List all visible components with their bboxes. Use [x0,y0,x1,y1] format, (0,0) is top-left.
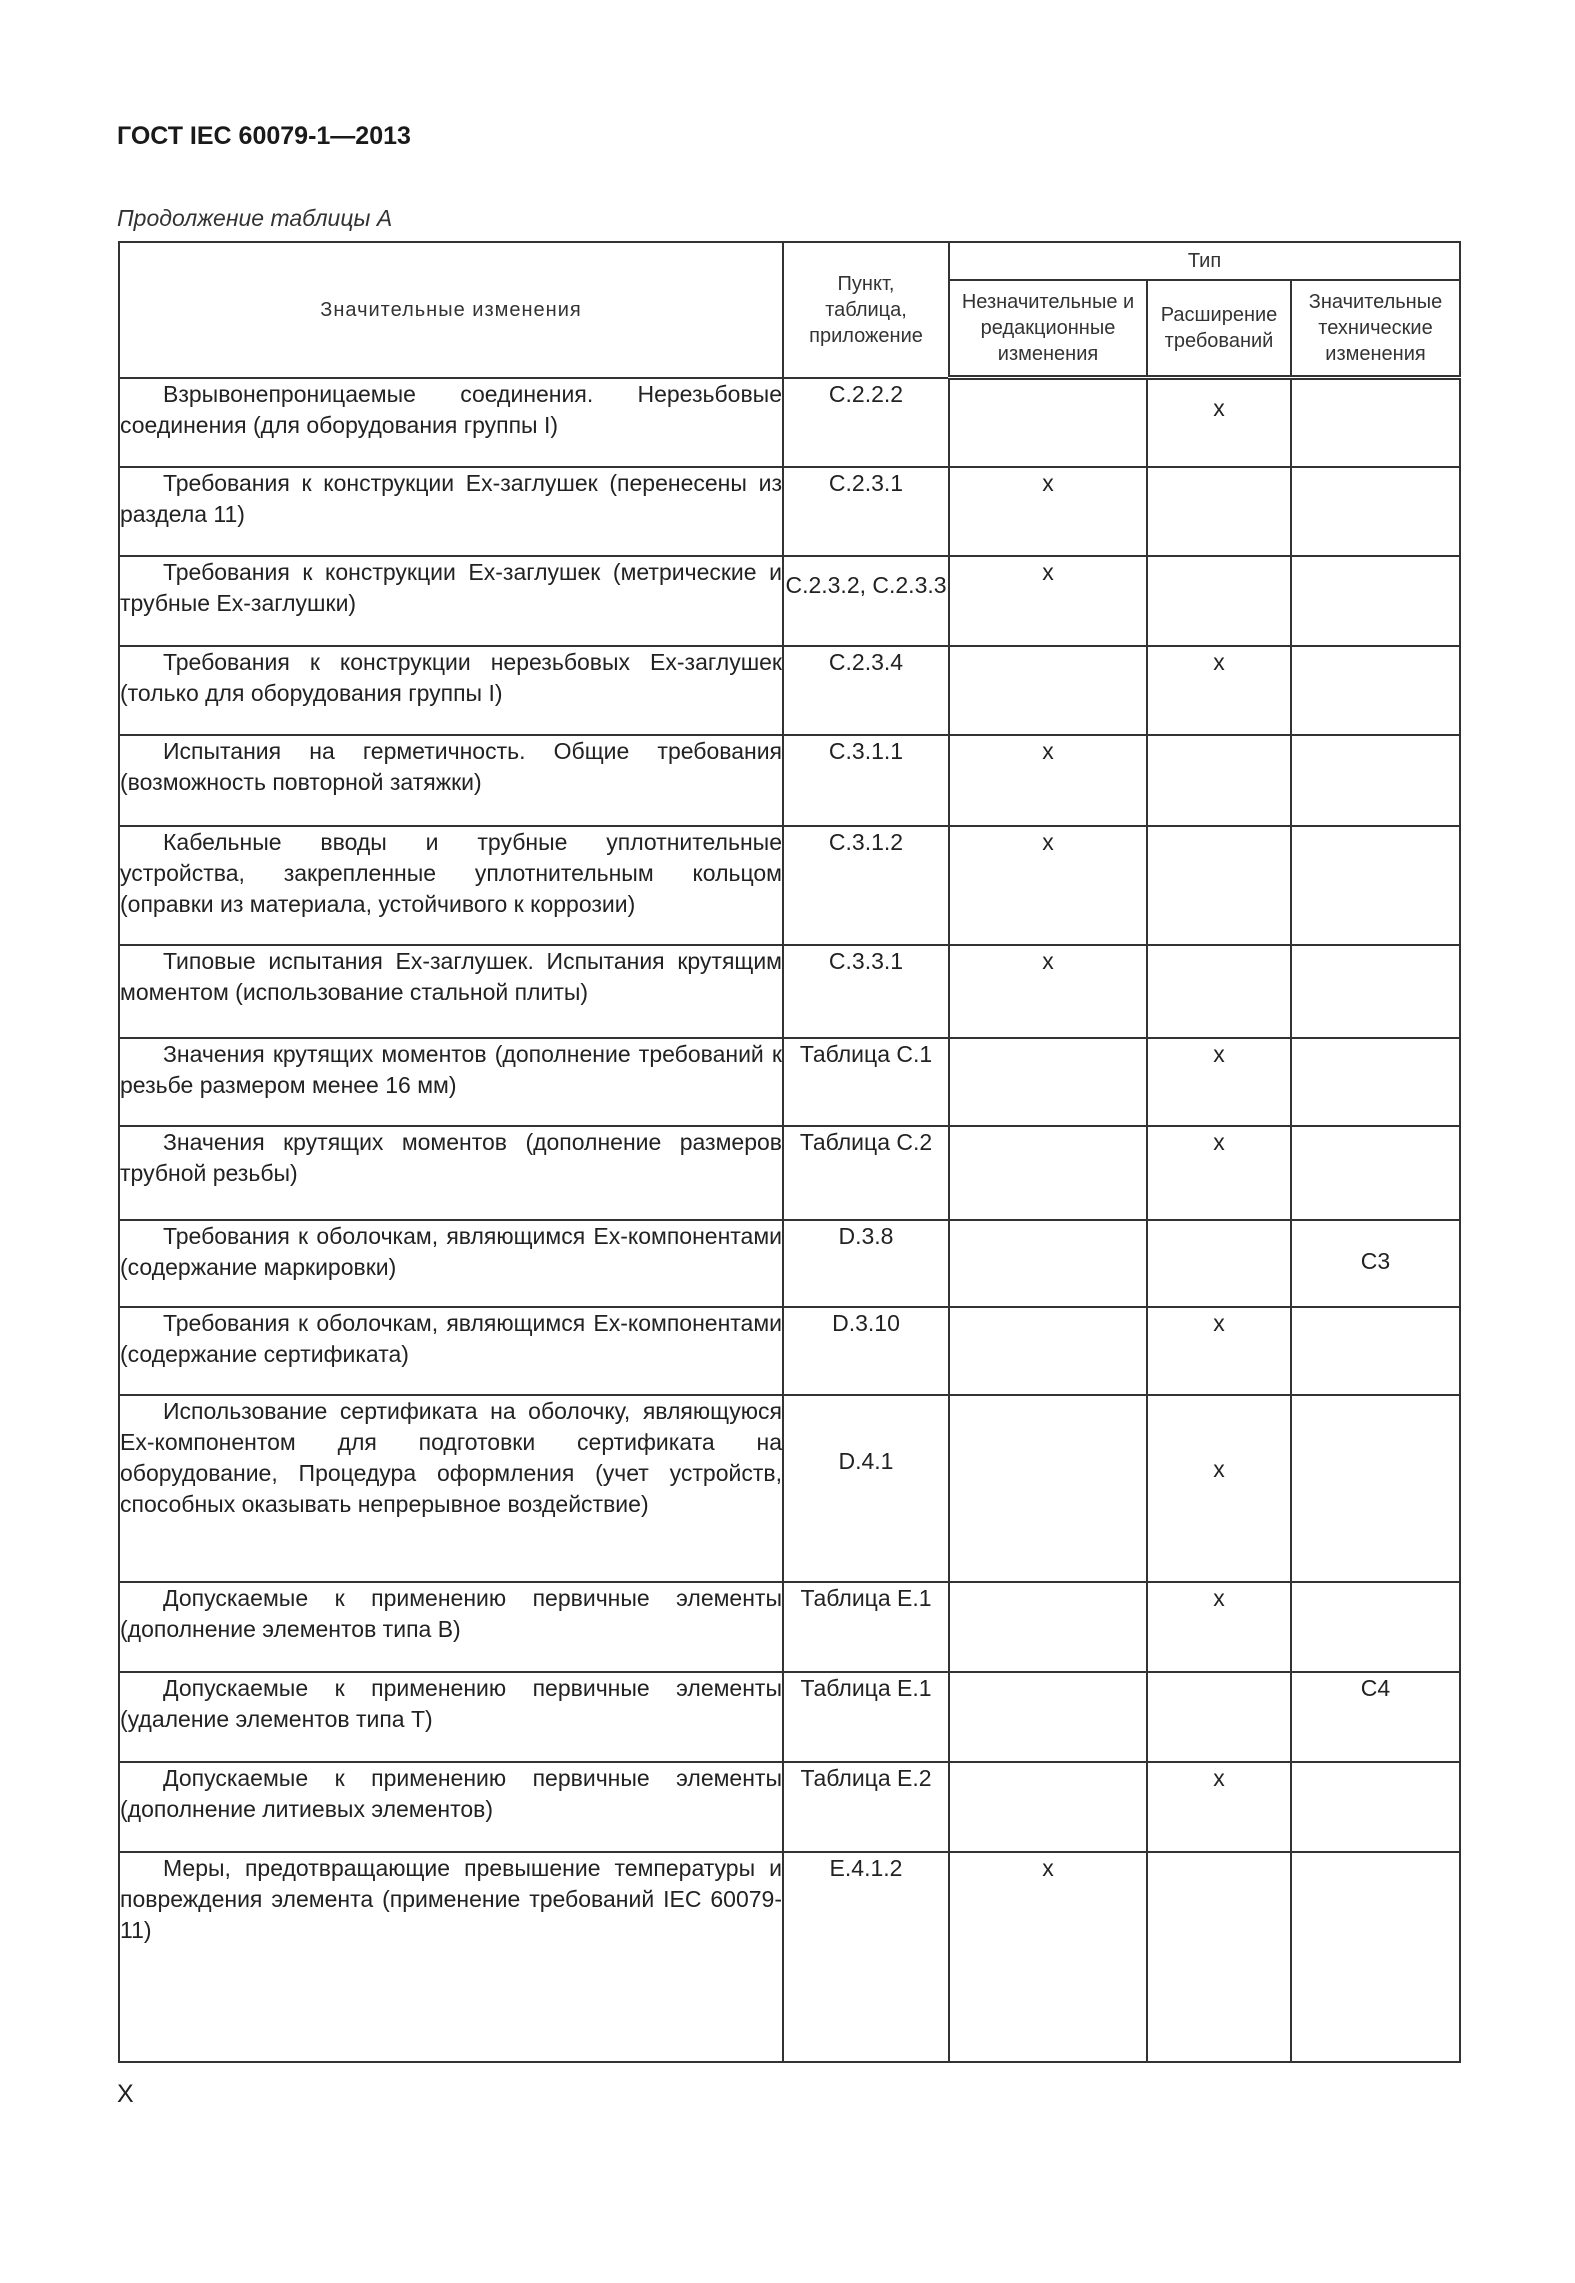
table-row [119,646,1460,735]
table-row [119,945,1460,1038]
row-reference: Таблица E.1 [783,1672,949,1762]
row-extension-mark: x [1147,1395,1291,1582]
row-extension-mark: x [1147,378,1291,467]
row-major-mark [1291,1582,1460,1672]
table-row [119,826,1460,945]
table-row [119,1220,1460,1307]
table-row [119,378,1460,467]
document-header: ГОСТ IEC 60079-1—2013 [117,122,411,150]
page-number: X [117,2080,134,2108]
row-reference: D.4.1 [783,1395,949,1582]
row-description: Значения крутящих моментов (дополнение требований к резьбе размером менее 16 мм) [119,1038,783,1126]
row-extension-mark [1147,1852,1291,2062]
row-major-mark [1291,1126,1460,1220]
row-major-mark [1291,1762,1460,1852]
row-description: Требования к конструкции Ex-заглушек (перенесены из раздела 11) [119,467,783,556]
row-description: Кабельные вводы и трубные уплотнительные устройства, закрепленные уплотнительным кольцом (оправки из материала, устойчивого к коррозии) [119,826,783,945]
table-row [119,1395,1460,1582]
row-minor-mark [949,378,1147,467]
header-reference: Пункт, таблица, приложение [783,242,949,378]
table-row [119,1582,1460,1672]
table-continuation-caption: Продолжение таблицы А [117,205,393,231]
row-description: Типовые испытания Ex-заглушек. Испытания крутящим моментом (использование стальной плиты) [119,945,783,1038]
header-description: Значительные изменения [119,242,783,378]
row-major-mark [1291,735,1460,826]
row-extension-mark [1147,1672,1291,1762]
row-extension-mark [1147,945,1291,1038]
row-minor-mark: x [949,735,1147,826]
row-reference: C.3.1.2 [783,826,949,945]
row-description: Допускаемые к применению первичные элементы (удаление элементов типа Т) [119,1672,783,1762]
row-reference: C.2.2.2 [783,378,949,467]
row-description: Значения крутящих моментов (дополнение размеров трубной резьбы) [119,1126,783,1220]
row-reference: C.3.1.1 [783,735,949,826]
row-extension-mark [1147,826,1291,945]
header-extension: Расширение требований [1147,280,1291,378]
row-major-mark [1291,1395,1460,1582]
row-description: Требования к оболочкам, являющимся Ex-компонентами (содержание маркировки) [119,1220,783,1307]
row-major-mark [1291,467,1460,556]
changes-table [118,241,1461,2063]
row-major-mark: C3 [1291,1220,1460,1307]
row-extension-mark: x [1147,1126,1291,1220]
row-reference: Таблица С.2 [783,1126,949,1220]
row-reference: C.2.3.1 [783,467,949,556]
row-major-mark: C4 [1291,1672,1460,1762]
row-extension-mark [1147,556,1291,646]
row-description: Допускаемые к применению первичные элементы (дополнение элементов типа В) [119,1582,783,1672]
row-major-mark [1291,1038,1460,1126]
row-reference: Таблица E.2 [783,1762,949,1852]
row-description: Меры, предотвращающие превышение температуры и повреждения элемента (применение требований IEC 60079-11) [119,1852,783,2062]
row-reference: C.3.3.1 [783,945,949,1038]
row-minor-mark: x [949,826,1147,945]
row-reference: E.4.1.2 [783,1852,949,2062]
row-reference: Таблица E.1 [783,1582,949,1672]
row-minor-mark [949,1582,1147,1672]
row-extension-mark [1147,467,1291,556]
row-extension-mark: x [1147,1307,1291,1395]
row-minor-mark: x [949,1852,1147,2062]
row-major-mark [1291,945,1460,1038]
row-description: Требования к оболочкам, являющимся Ex-компонентами (содержание сертификата) [119,1307,783,1395]
row-minor-mark [949,1038,1147,1126]
row-major-mark [1291,556,1460,646]
row-minor-mark: x [949,467,1147,556]
table-row [119,1126,1460,1220]
row-major-mark [1291,646,1460,735]
row-major-mark [1291,1307,1460,1395]
row-minor-mark: x [949,556,1147,646]
row-reference: D.3.10 [783,1307,949,1395]
row-extension-mark [1147,1220,1291,1307]
row-major-mark [1291,1852,1460,2062]
row-minor-mark [949,646,1147,735]
table-row [119,556,1460,646]
row-description: Взрывонепроницаемые соединения. Нерезьбовые соединения (для оборудования группы I) [119,378,783,467]
row-minor-mark [949,1220,1147,1307]
row-reference: C.2.3.2, C.2.3.3 [783,556,949,646]
row-major-mark [1291,378,1460,467]
row-minor-mark [949,1672,1147,1762]
table-row [119,467,1460,556]
table-row [119,1762,1460,1852]
row-description: Испытания на герметичность. Общие требования (возможность повторной затяжки) [119,735,783,826]
row-extension-mark [1147,735,1291,826]
table-row [119,735,1460,826]
row-extension-mark: x [1147,1762,1291,1852]
row-major-mark [1291,826,1460,945]
row-description: Использование сертификата на оболочку, являющуюся Ex-компонентом для подготовки сертификата на оборудование, Процедура оформления (учет устройств, способных оказывать непрерывное воздействие) [119,1395,783,1582]
row-minor-mark [949,1762,1147,1852]
row-description: Требования к конструкции нерезьбовых Ex-заглушек (только для оборудования группы I) [119,646,783,735]
table-row [119,1672,1460,1762]
row-minor-mark: x [949,945,1147,1038]
row-reference: D.3.8 [783,1220,949,1307]
row-extension-mark: x [1147,646,1291,735]
header-major: Значительные технические изменения [1291,280,1460,378]
row-reference: Таблица С.1 [783,1038,949,1126]
row-extension-mark: x [1147,1582,1291,1672]
row-minor-mark [949,1307,1147,1395]
row-extension-mark: x [1147,1038,1291,1126]
table-row [119,1852,1460,2062]
table-header-row [119,242,1460,280]
table-row [119,1307,1460,1395]
row-description: Требования к конструкции Ex-заглушек (метрические и трубные Ex-заглушки) [119,556,783,646]
row-minor-mark [949,1395,1147,1582]
header-type: Тип [949,242,1460,280]
header-minor: Незначительные и редакционные изменения [949,280,1147,378]
row-reference: C.2.3.4 [783,646,949,735]
table-row [119,1038,1460,1126]
row-description: Допускаемые к применению первичные элементы (дополнение литиевых элементов) [119,1762,783,1852]
row-minor-mark [949,1126,1147,1220]
